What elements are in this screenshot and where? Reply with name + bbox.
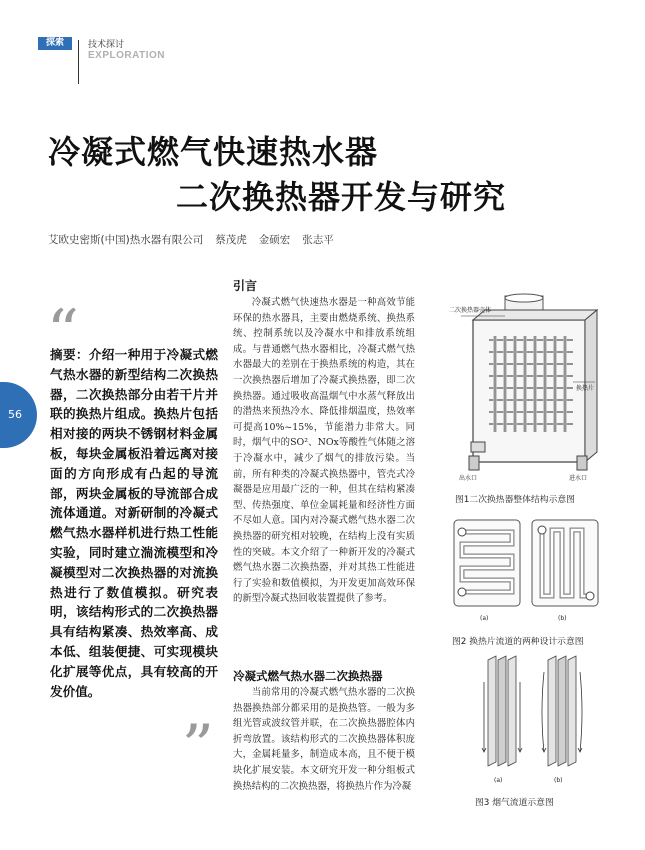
page-number: 56 (8, 408, 22, 421)
figure-1-label-housing: 二次换热器壳体 (449, 307, 492, 314)
intro-heading: 引言 (233, 279, 258, 293)
figure-2-label-a: (a) (480, 615, 489, 622)
author-name: 金硕宏 (258, 234, 291, 246)
article-title-line2: 二次换热器开发与研究 (176, 178, 507, 216)
figure-1-label-inlet: 进水口 (569, 475, 588, 482)
figure-3-diagram (470, 652, 600, 790)
section2-paragraph: 当前常用的冷凝式燃气热水器的二次换热器换热部分都采用的是换热管。一般为多组光管或波纹管并联，在二次换热器腔体内折弯放置。该结构形式的二次换热器体积庞大，金属耗量多，制造成本高，且不便于模块化扩展安装。本文研究开发一种分组板式换热结构的二次换热器，将换热片作为冷凝 (233, 687, 415, 792)
figure-1-label-outlet: 出水口 (459, 475, 478, 482)
intro-body (233, 295, 415, 655)
section-title-en: EXPLORATION (88, 50, 165, 61)
figure-3 (470, 652, 600, 790)
section-badge: 探索 (38, 37, 72, 50)
section-title-cn: 技术探讨 (88, 40, 125, 50)
figure-1-label-fin: 换热片 (576, 385, 595, 392)
figure-2-diagram (452, 518, 602, 626)
figure-2-caption: 图2 换热片流道的两种设计示意图 (452, 637, 584, 647)
figure-3-label-a: (a) (494, 777, 503, 784)
figure-1-caption: 图1二次换热器整体结构示意图 (455, 495, 575, 505)
author-line (48, 232, 346, 247)
author-company: 艾欧史密斯(中国)热水器有限公司 (48, 234, 204, 246)
article-title-line1: 冷凝式燃气快速热水器 (48, 133, 379, 171)
intro-paragraph: 冷凝式燃气快速热水器是一种高效节能环保的热水器具，主要由燃烧系统、换热系统、控制系统以及冷凝水中和排放系统组成。与普通燃气热水器相比，冷凝式燃气热水器最大的差别在于换热系统的构造，其在一次换热器后增加了冷凝式换热器，即二次换热器。通过吸收高温烟气中水蒸气释放出的潜热来预热冷水、降低排烟温度，热效率可提高10%~15%，节能潜力非常大。同时，烟气中的SO²、NOx等酸性气体随之溶于冷凝水中，减少了烟气的排放污染。当前，所有种类的冷凝式换热器中，管壳式冷凝器是应用最广泛的一种，但其在结构紧凑型、传热强度、单位金属耗量和经济性方面不尽如人意。国内对冷凝式燃气热水器二次换热器的研究相对较晚，在结构上没有实质性的突破。本文介绍了一种新开发的冷凝式燃气热水器二次换热器，并对其热工性能进行了实验和数值模拟，为开发更加高效环保的新型冷凝式热回收装置提供了参考。 (233, 297, 415, 605)
figure-3-label-b: (b) (554, 777, 563, 784)
figure-2-label-b: (b) (558, 615, 567, 622)
figure-1-diagram (445, 292, 615, 482)
section2-heading: 冷凝式燃气热水器二次换热器 (233, 669, 383, 683)
close-quote-icon: ” (181, 712, 215, 780)
section2-body (233, 685, 415, 811)
author-name: 蔡茂虎 (215, 234, 247, 246)
header-divider (78, 40, 79, 84)
figure-3-caption: 图3 烟气流道示意图 (475, 798, 554, 808)
figure-1 (445, 292, 615, 482)
figure-2 (452, 518, 602, 626)
open-quote-icon: “ (46, 297, 80, 365)
author-name: 张志平 (302, 234, 334, 246)
abstract: 摘要：介绍一种用于冷凝式燃气热水器的新型结构二次换热器，二次换热部分由若干片并联的换热片组成。换热片包括相对接的两块不锈钢材料金属板，每块金属板沿着远离对接面的方向形成有凸起的导流部，两块金属板的导流部合成流体通道。对新研制的冷凝式燃气热水器样机进行热工性能实验，同时建立湍流模型和冷凝模型对二次换热器的对流换热进行了数值模拟。研究表明，该结构形式的二次换热器具有结构紧凑、热效率高、成本低、组装便捷、可实现模块化扩展等优点，具有较高的开发价值。 (50, 347, 218, 699)
